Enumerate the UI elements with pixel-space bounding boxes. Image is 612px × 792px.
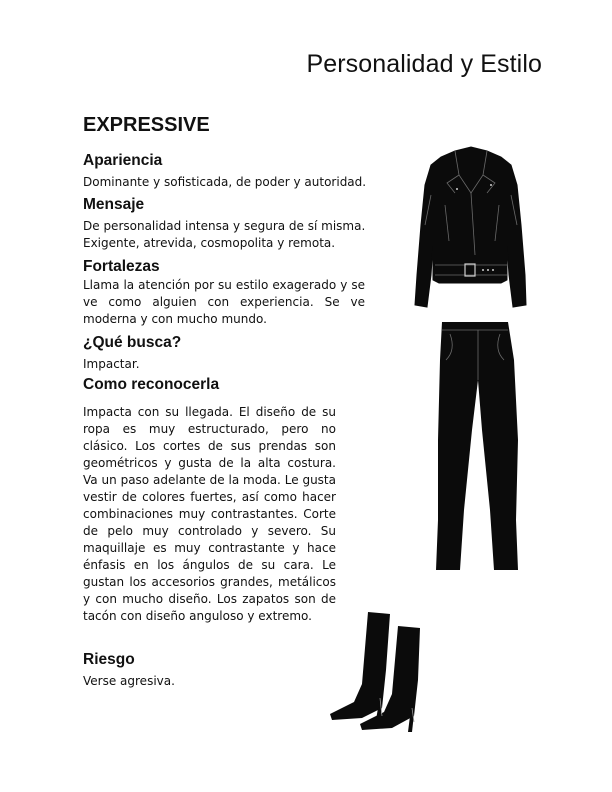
style-name: EXPRESSIVE (83, 114, 210, 136)
jacket-illustration (415, 145, 527, 310)
text-que-busca: Impactar. (83, 357, 140, 371)
page-title: Personalidad y Estilo (306, 50, 542, 78)
heading-que-busca: ¿Qué busca? (83, 334, 182, 351)
heading-mensaje: Mensaje (83, 196, 145, 213)
text-fortalezas: Llama la atención por su estilo exagerado y se ve como alguien con experiencia. Se ve moderna y con mucho mundo. (83, 278, 365, 326)
section-fortalezas (83, 257, 365, 328)
text-riesgo: Verse agresiva. (83, 674, 175, 688)
section-como-reconocerla (83, 375, 336, 625)
text-como-reconocerla: Impacta con su llegada. El diseño de su ropa es muy estructurado, pero no clásico. Los cortes de sus prendas son geométricos y gusta de la alta costura. Va un paso adelante de la moda. Le gusta vestir de colores fuertes, así como hacer combinaciones muy contrastantes. Corte de pelo muy controlado y severo. Su maquillaje es muy contrastante y hace énfasis en los ángulos de su cara. Le gustan los accesorios grandes, metálicos y con mucho diseño. Los zapatos son de tacón con diseño anguloso y extremo. (83, 405, 336, 623)
section-mensaje (83, 195, 381, 252)
heading-apariencia: Apariencia (83, 152, 163, 169)
heading-fortalezas: Fortalezas (83, 258, 160, 275)
heading-riesgo: Riesgo (83, 651, 135, 668)
boots-illustration (328, 610, 426, 735)
pants-illustration (436, 320, 522, 572)
heading-como-reconocerla: Como reconocerla (83, 376, 220, 393)
section-riesgo (83, 650, 336, 690)
text-mensaje: De personalidad intensa y segura de sí misma. Exigente, atrevida, cosmopolita y remota. (83, 219, 366, 250)
section-que-busca (83, 333, 336, 373)
text-apariencia: Dominante y sofisticada, de poder y autoridad. (83, 175, 367, 189)
section-apariencia (83, 151, 383, 191)
